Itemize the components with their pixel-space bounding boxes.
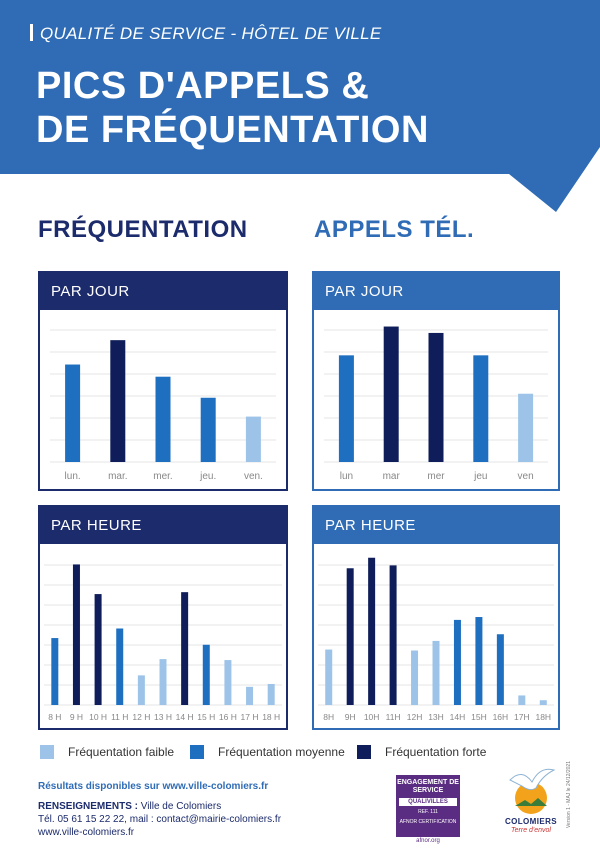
panel-header: PAR JOUR bbox=[314, 273, 558, 310]
tick-label-appels_jour-0: lun bbox=[339, 471, 354, 482]
tick-label-appels_heure-2: 10H bbox=[363, 712, 380, 722]
legend-item-faible: Fréquentation faible bbox=[40, 745, 174, 759]
afnor-url: afnor.org bbox=[416, 838, 440, 844]
tick-label-appels_jour-1: mar bbox=[382, 471, 400, 482]
bar-appels_jour-3 bbox=[473, 355, 488, 462]
bar-appels_heure-4 bbox=[411, 650, 418, 705]
bar-appels_jour-0 bbox=[339, 355, 354, 462]
bar-frequentation_heure-0 bbox=[51, 638, 58, 705]
colomiers-logo: COLOMIERS Terre d'envol bbox=[500, 760, 562, 840]
tick-label-frequentation_jour-4: ven. bbox=[243, 471, 263, 482]
contact-info: RENSEIGNEMENTS : Ville de Colomiers Tél. 05 61 15 22 22, mail : contact@mairie-colomiers.fr www.ville-colomiers.fr bbox=[38, 801, 282, 838]
bar-frequentation_heure-1 bbox=[73, 564, 80, 705]
panel-appels-jour bbox=[312, 271, 560, 491]
bar-frequentation_heure-4 bbox=[138, 675, 145, 705]
tick-label-appels_heure-3: 11H bbox=[385, 712, 401, 722]
section-title-appels: APPELS TÉL. bbox=[314, 216, 475, 243]
tick-label-frequentation_heure-9: 17 H bbox=[240, 712, 259, 722]
tick-label-frequentation_heure-5: 13 H bbox=[154, 712, 172, 722]
tick-label-appels_heure-0: 8H bbox=[323, 712, 335, 722]
panel-appels-heure bbox=[312, 505, 560, 730]
tick-label-frequentation_jour-3: jeu. bbox=[200, 471, 217, 482]
bar-appels_heure-8 bbox=[497, 634, 504, 705]
bar-appels_jour-1 bbox=[384, 327, 399, 462]
tick-label-appels_jour-4: ven bbox=[517, 471, 534, 482]
website-link[interactable]: www.ville-colomiers.fr bbox=[38, 827, 135, 838]
qualivilles-badge: ENGAGEMENT DE SERVICE QUALIVILLES REF. 111 AFNOR CERTIFICATION bbox=[396, 775, 460, 837]
tick-label-frequentation_jour-2: mer. bbox=[153, 471, 173, 482]
panel-header: PAR HEURE bbox=[314, 507, 558, 544]
bar-frequentation_heure-2 bbox=[95, 594, 102, 705]
bar-appels_heure-7 bbox=[475, 617, 482, 705]
tick-label-appels_heure-1: 9H bbox=[344, 712, 356, 722]
bar-appels_jour-2 bbox=[429, 333, 444, 462]
tick-label-frequentation_heure-0: 8 H bbox=[48, 712, 62, 722]
bar-appels_heure-1 bbox=[347, 568, 354, 705]
contact-line: Tél. 05 61 15 22 22, mail : contact@mairie-colomiers.fr bbox=[38, 814, 282, 825]
bar-frequentation_heure-7 bbox=[203, 645, 210, 705]
tick-label-frequentation_heure-2: 10 H bbox=[89, 712, 108, 722]
tick-label-appels_jour-2: mer bbox=[427, 471, 445, 482]
bird-icon bbox=[500, 760, 562, 816]
tick-label-appels_heure-5: 13H bbox=[428, 712, 444, 722]
bar-appels_heure-6 bbox=[454, 620, 461, 705]
chart-appels-heure bbox=[314, 544, 558, 728]
tick-label-appels_heure-8: 16H bbox=[492, 712, 509, 722]
page-subtitle: QUALITÉ DE SERVICE - HÔTEL DE VILLE bbox=[30, 24, 381, 44]
bar-frequentation_heure-3 bbox=[116, 629, 123, 706]
bar-frequentation_jour-1 bbox=[110, 340, 125, 462]
tick-label-appels_heure-7: 15H bbox=[471, 712, 487, 722]
tick-label-frequentation_heure-3: 11 H bbox=[111, 712, 129, 722]
legend-swatch bbox=[40, 745, 54, 759]
version-text: Version 1 - MAJ le 24/12/2021 bbox=[566, 761, 572, 828]
tick-label-appels_heure-4: 12H bbox=[406, 712, 423, 722]
tick-label-frequentation_heure-4: 12 H bbox=[132, 712, 151, 722]
panel-header: PAR JOUR bbox=[40, 273, 286, 310]
panel-frequentation-jour bbox=[38, 271, 288, 491]
section-title-frequentation: FRÉQUENTATION bbox=[38, 216, 248, 243]
tick-label-appels_heure-10: 18H bbox=[535, 712, 552, 722]
bar-appels_heure-9 bbox=[518, 695, 525, 705]
bar-frequentation_heure-9 bbox=[246, 687, 253, 705]
bar-frequentation_jour-3 bbox=[201, 398, 216, 462]
header-banner bbox=[0, 0, 600, 212]
legend-item-forte: Fréquentation forte bbox=[357, 745, 486, 759]
legend-swatch bbox=[357, 745, 371, 759]
bar-frequentation_heure-8 bbox=[224, 660, 231, 705]
tick-label-appels_heure-9: 17H bbox=[514, 712, 530, 722]
tick-label-frequentation_heure-7: 15 H bbox=[197, 712, 216, 722]
bar-frequentation_heure-6 bbox=[181, 592, 188, 705]
chart-appels-jour bbox=[314, 310, 558, 489]
bar-appels_heure-5 bbox=[433, 641, 440, 705]
bar-frequentation_jour-0 bbox=[65, 365, 80, 462]
tick-label-appels_jour-3: jeu bbox=[474, 471, 488, 482]
legend-swatch bbox=[190, 745, 204, 759]
legend-item-moyenne: Fréquentation moyenne bbox=[190, 745, 345, 759]
chart-frequentation-heure bbox=[40, 544, 286, 728]
bar-frequentation_jour-2 bbox=[156, 377, 171, 462]
bar-appels_heure-0 bbox=[325, 650, 332, 705]
tick-label-frequentation_heure-1: 9 H bbox=[69, 712, 84, 722]
title-line-1: PICS D'APPELS & bbox=[36, 65, 370, 107]
tick-label-frequentation_heure-8: 16 H bbox=[218, 712, 237, 722]
tick-label-frequentation_heure-10: 18 H bbox=[262, 712, 281, 722]
bar-appels_heure-3 bbox=[390, 565, 397, 705]
bar-frequentation_jour-4 bbox=[246, 417, 261, 462]
title-line-2: DE FRÉQUENTATION bbox=[36, 109, 429, 151]
bar-appels_jour-4 bbox=[518, 394, 533, 462]
tick-label-frequentation_heure-6: 14 H bbox=[175, 712, 194, 722]
panel-frequentation-heure bbox=[38, 505, 288, 730]
bar-frequentation_heure-10 bbox=[268, 684, 275, 705]
tick-label-frequentation_jour-0: lun. bbox=[64, 471, 81, 482]
bar-frequentation_heure-5 bbox=[160, 659, 167, 705]
panel-header: PAR HEURE bbox=[40, 507, 286, 544]
page-title bbox=[36, 64, 429, 152]
chart-frequentation-jour bbox=[40, 310, 286, 489]
bar-appels_heure-2 bbox=[368, 558, 375, 705]
results-link[interactable]: Résultats disponibles sur www.ville-colomiers.fr bbox=[38, 781, 269, 792]
bar-appels_heure-10 bbox=[540, 700, 547, 705]
tick-label-frequentation_jour-1: mar. bbox=[108, 471, 128, 482]
tick-label-appels_heure-6: 14H bbox=[449, 712, 466, 722]
